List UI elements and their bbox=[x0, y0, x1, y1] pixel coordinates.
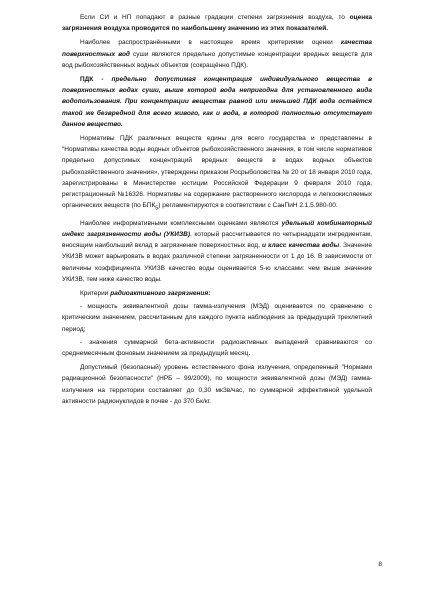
text-run: Критерии bbox=[80, 289, 111, 297]
paragraph-natural-background: Допустимый (безопасный) уровень естественного фона излучения, определенный "Нормами радиационной безопасности" (НРБ – 99/2009), по мощности эквивалентной дозы (МЭД) гамма-излучения на территории составляет до 0,30 мкЗв/час, по суммарной эффективной удельной активности радионуклидов в почве - до 370 Бк/кг. bbox=[62, 364, 372, 405]
bold-italic-run: и класс качества воды bbox=[262, 242, 340, 250]
bold-italic-run: качества поверхностных вод bbox=[62, 39, 372, 58]
paragraph-pdk-norms bbox=[62, 133, 372, 215]
definition-run: - предельно допустимая концентрация индивидуального вещества в поверхностных водах суши, выше которой вода непригодна для установленного вида водопользования. При концентрации вещества равной или меньшей ПДК вода остаётся такой же безвредной для всего живого, как и вода, в которой полностью отсутствует данное вещество. bbox=[62, 76, 372, 128]
page-number: 8 bbox=[378, 561, 382, 568]
paragraph-med-criterion: - мощность эквивалентной дозы гамма-излучения (МЭД) оценивается по сравнению с критическим значением, рассчитанным для каждого пункта наблюдения за предыдущий трехлетний период; bbox=[62, 303, 372, 333]
bold-italic-run: удельный комбинаторный индекс загрязненности воды (УКИЗВ) bbox=[62, 219, 372, 238]
paragraph-radioactive-heading bbox=[62, 288, 372, 299]
text-run: , который рассчитывается по четырнадцати ингредиентам, вносящим наибольший вклад в загрязнение поверхностных вод, bbox=[62, 230, 372, 250]
paragraph-pdk-definition bbox=[62, 74, 372, 130]
paragraph-water-quality-criteria bbox=[62, 37, 372, 71]
text-run: . Значение УКИЗВ может варьировать в водах различной степени загрязненности от 1 до 16. В зависимости от величины коэффициента УКИЗВ качество воды оценивается 5-ю классами: чем выше значение УКИЗВ, тем ниже качество воды. bbox=[62, 242, 373, 283]
paragraph-air-pollution bbox=[62, 12, 372, 34]
text-run: Наиболее распространёнными в настоящее время критериями оценки bbox=[80, 39, 341, 47]
term-pdk: ПДК bbox=[80, 76, 94, 84]
bold-italic-run: радиоактивного загрязнения: bbox=[110, 289, 211, 297]
page-body bbox=[62, 12, 372, 410]
bold-run: оценка загрязнения воздуха проводится по наибольшему значению из этих показателей. bbox=[62, 14, 372, 33]
text-run: Наиболее информативными комплексными оценками являются bbox=[80, 219, 282, 227]
text-run: Если СИ и НП попадают в разные градации степени загрязнения воздуха, то bbox=[80, 14, 350, 21]
paragraph-ukizv bbox=[62, 218, 372, 285]
text-run: Нормативы ПДК различных веществ едины для всего государства и представлены в "Нормативы качества воды водных объектов рыбохозяйственного значения, в том числе нормативов предельно допустимых концентраций вредных веществ в водах водных объектов рыбохозяйственного значения», утверждены приказом Росрыболовства № 20 от 18 января 2010 года, зарегистрированы в Министерстве юстиции Российской Федерации 9 февраля 2010 года, регистрационный №16326. Нормативы на содержание растворенного кислорода и легкоокисляемых органических веществ (по БПК bbox=[62, 135, 372, 210]
subscript: 5 bbox=[155, 205, 159, 212]
paragraph-beta-criterion: - значения суммарной бета-активности радиоактивных выпадений сравниваются со среднемесячным фоновым значением за предыдущий месяц. bbox=[62, 338, 372, 357]
text-run: ) регламентируются в соответствии с СанПиН 2.1.5.980-00. bbox=[158, 202, 338, 210]
text-run: суши являются предельно допустимые концентрации вредных веществ для вод рыбохозяйственных водных объектов (сокращённо ПДК). bbox=[62, 50, 372, 69]
